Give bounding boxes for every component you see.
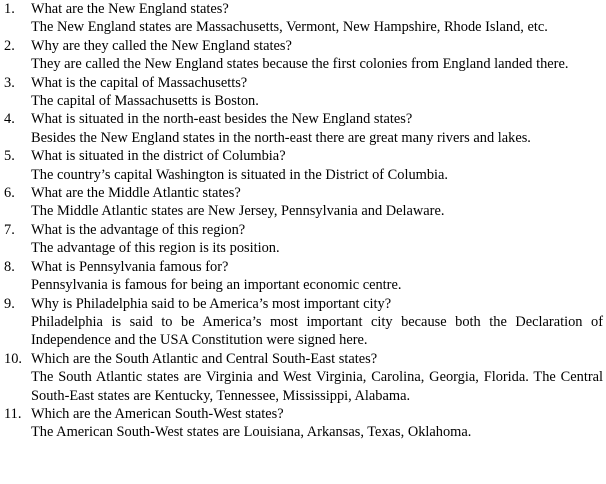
answer-text: Pennsylvania is famous for being an important economic centre. [31, 277, 402, 294]
item-number: 9. [4, 295, 15, 312]
answer-text: The advantage of this region is its position. [31, 240, 280, 257]
list-item [0, 37, 606, 74]
answer-text: Besides the New England states in the north-east there are great many rivers and lakes. [31, 129, 531, 146]
answer-text: They are called the New England states because the first colonies from England landed there. [31, 56, 569, 73]
list-item [0, 258, 606, 295]
list-item [0, 350, 606, 405]
question-text: What is situated in the district of Columbia? [31, 148, 286, 165]
answer-text: The Middle Atlantic states are New Jersey, Pennsylvania and Delaware. [31, 203, 445, 220]
question-text: Why is Philadelphia said to be America’s most important city? [31, 295, 392, 312]
item-number: 5. [4, 148, 15, 165]
list-item [0, 405, 606, 442]
list-item [0, 221, 606, 258]
question-text: What is Pennsylvania famous for? [31, 258, 229, 275]
question-text: Why are they called the New England states? [31, 37, 292, 54]
item-number: 7. [4, 221, 15, 238]
item-number: 3. [4, 74, 15, 91]
answer-text: The South Atlantic states are Virginia and West Virginia, Carolina, Georgia, Florida. The Central South-East states are Kentucky, Tennessee, Mississippi, Alabama. [31, 369, 603, 404]
list-item [0, 147, 606, 184]
list-item [0, 74, 606, 111]
answer-text: Philadelphia is said to be America’s most important city because both the Declaration of Independence and the USA Constitution were signed here. [31, 313, 603, 349]
answer-text: The New England states are Massachusetts, Vermont, New Hampshire, Rhode Island, etc. [31, 19, 548, 36]
answer-text: The country’s capital Washington is situated in the District of Columbia. [31, 166, 449, 183]
answer-text: The capital of Massachusetts is Boston. [31, 93, 259, 110]
question-text: What are the New England states? [31, 1, 229, 17]
question-text: What is the capital of Massachusetts? [31, 74, 248, 91]
question-text: Which are the American South-West states? [31, 405, 284, 422]
item-number: 11. [4, 405, 22, 422]
list-item [0, 184, 606, 221]
item-number: 2. [4, 37, 15, 54]
question-text: Which are the South Atlantic and Central South-East states? [31, 350, 378, 367]
question-text: What is situated in the north-east besides the New England states? [31, 111, 413, 128]
item-number: 10. [4, 350, 22, 367]
question-text: What is the advantage of this region? [31, 221, 246, 238]
item-number: 1. [4, 1, 15, 17]
list-item [0, 295, 606, 350]
item-number: 4. [4, 111, 15, 128]
list-item [0, 110, 606, 147]
list-item [0, 0, 606, 37]
question-text: What are the Middle Atlantic states? [31, 185, 241, 202]
item-number: 6. [4, 185, 15, 202]
item-number: 8. [4, 258, 15, 275]
answer-text: The American South-West states are Louisiana, Arkansas, Texas, Oklahoma. [31, 424, 472, 441]
